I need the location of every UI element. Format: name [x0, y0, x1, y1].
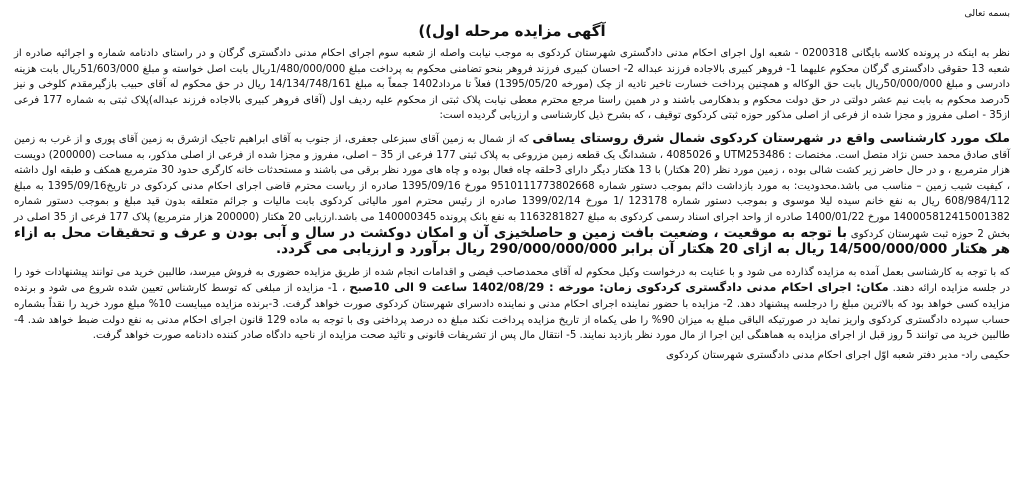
auction-intro: که با توجه به کارشناسی بعمل آمده به مزایده گذارده می شود و با عنایت به درخواست وکیل محکوم له آقای محمدصاحب فیضی و اقدامات انجام شده از طریق مزایده حضوری به فروش میرسد، طالبین خرید می توانند پیشنهادات خود را در جلسه مزایده ارائه دهند. — [14, 266, 1011, 295]
property-location-heading: ملک مورد کارشناسی واقع در شهرستان کردکوی شمال شرق روستای یساقی — [532, 129, 1010, 145]
property-paragraph — [14, 130, 1010, 259]
auction-conditions: ، 1- مزایده از مبلغی که توسط کارشناس تعیین شده شروع می شود و برنده مزایده کسی خواهد بود که بالاترین مبلغ را درجلسه پیشنهاد دهد. 2- مزایده با حضور نماینده اجرای احکام مدنی و نماینده دادسرای شهرستان کردکوی صورت خواهد گرفت. 3-برنده مزایده میبایست 10% مبلغ مورد خرید را نقداً بشماره حساب سپرده دادگستری کردکوی واریز نماید در صورتیکه الباقی مبلغ به میزان 90% را طی یکماه از تاریخ مزایده پرداخت نکند مبلغ ده درصد پرداختی وی با توجه به ماده 129 قانون اجرای احکام مدنی به نفع دولت ضبط خواهد شد. 4- طالبین خرید می توانند 5 روز قبل از اجرای مزایده به هماهنگی این اجرا از مال مورد نظر بازدید نمایند. 5- انتقال مال پس از تشریفات قانونی و تائید صحت مزایده از ناحیه دادگاه صادر کننده دادنامه صورت خواهد گرفت. — [14, 283, 1010, 342]
bismillah-header: بسمه تعالی — [964, 8, 1010, 19]
signature-line: حکیمی راد- مدیر دفتر شعبه اوّل اجرای احکام مدنی دادگستری شهرستان کردکوی — [666, 349, 1010, 361]
auction-terms-paragraph — [14, 265, 1010, 344]
auction-place-time: مکان: اجرای احکام مدنی دادگستری کردکوی زمان: مورخه : 1402/08/29 ساعت 9 الی 10صبح — [349, 280, 889, 295]
valuation-statement: با توجه به موقعیت ، وضعیت بافت زمین و حاصلخیزی آن و امکان دوکشت در سال و آبی بودن و عرف و تحقیقات محل به ازاء هر هکتار 14/500/000/000 ریال به ازای 20 هکتار آن برابر 290/000/000/000 ریال برآورد و ارزیابی می گردد. — [14, 224, 1010, 258]
case-paragraph: نظر به اینکه در پرونده کلاسه بایگانی 0200318 - شعبه اول اجرای احکام مدنی دادگستری شهرستان کردکوی به موجب نیابت واصله از شعبه سوم اجرای احکام مدنی دادگستری گرگان و در راستای دادنامه شماره و اجرائیه صادره از شعبه 13 حقوقی دادگستری گرگان محکوم علیهما 1- فروهر کبیری بالاجاده فرزند عبداله 2- احسان کبیری فرزند فروهر بنحو تضامنی محکوم به پرداخت مبلغ 1/480/000/000ریال بابت اصل خواسته و مبلغ 51/603/000ریال بابت هزینه دادرسی و مبلغ 50/000/000ریال بابت حق الوکاله و همچنین پرداخت خسارت تاخیر تادیه از چک (مورخه 1395/05/20) فعلاً تا مرداد1402 جمعاً به مبلغ 14/134/748/161 ریال در حق محکوم له آقای حبیب بازگیرمقدم کلوخی و نیز 5درصد محکوم به بابت نیم عشر دولتی در حق دولت محکوم و بدهکارمی باشند و در همین راستا مرجع محترم معطی نیابت پلاک ثبتی از محکوم علیه ردیف اول (آقای فروهر کبیری بالاجاده فرزند عبداله)پلاک ثبتی به شماره 177 فرعی از35 - اصلی مفروز و مجزا شده از فرعی از اصلی مذکور حوزه ثبتی کردکوی توقیف ، که بشرح ذیل کارشناسی و ارزیابی گردیده است: — [14, 48, 1011, 122]
notice-title: آگهی مزایده مرحله اول)) — [418, 22, 606, 40]
property-description: که از شمال به زمین آقای سبزعلی جعفری، از جنوب به آقای ابراهیم تاجیک ازشرق به زمین آقای پوری و از غرب به زمین آقای صادق محمد حسن نژاد متصل است. مختصات : UTM253486 و 4085026 ، ششدانگ یک قطعه زمین مزروعی به پلاک ثبتی 177 فرعی از 35 – اصلی، مفروز و مجزا شده از فرعی از اصلی مذکور، به مساحت (200000) دویست هزار مترمربع ، و در حال حاضر زیر کشت شالی بوده ، زمین مورد نظر (20 هکتار) با 13 هکتار دیگر دارای 3حلقه چاه فعال بوده و چاه های مورد نظر برقی می باشند و مستحدثات خانه کارگری حدود 30 مترمربع همکف و طبقه اول داشته ، کیفیت شیب زمین – مناسب می باشد.محدودیت: به مورد بازداشت دائم بموجب دستور شماره 9510111773802668 مورخ 1395/09/16 صادره از ریاست محترم قاضی اجرای احکام مدنی کردکوی در تاریخ1395/09/16 به مبلغ 608/984/112 ریال به نفع خانم سیده لیلا موسوی و بموجب دستور شماره 123178 /1 مورخ 1399/02/14 صادره از رئیس محترم امور مالیاتی کردکوی بابت مالیات و جرائم متعلقه بدون قید مبلغ و بموجب دستور شماره 140005812415001382 مورخ 1400/01/22 صادره از واحد اجرای اسناد رسمی کردکوی به مبلغ 1163281827 به نفع بانک پرونده 140000345 می باشد.ارزیابی 20 هکتار (200000 هزار مترمربع) پلاک 177 فرعی از 35 اصلی در بخش 2 حوزه ثبت شهرستان کردکوی — [14, 133, 1011, 240]
